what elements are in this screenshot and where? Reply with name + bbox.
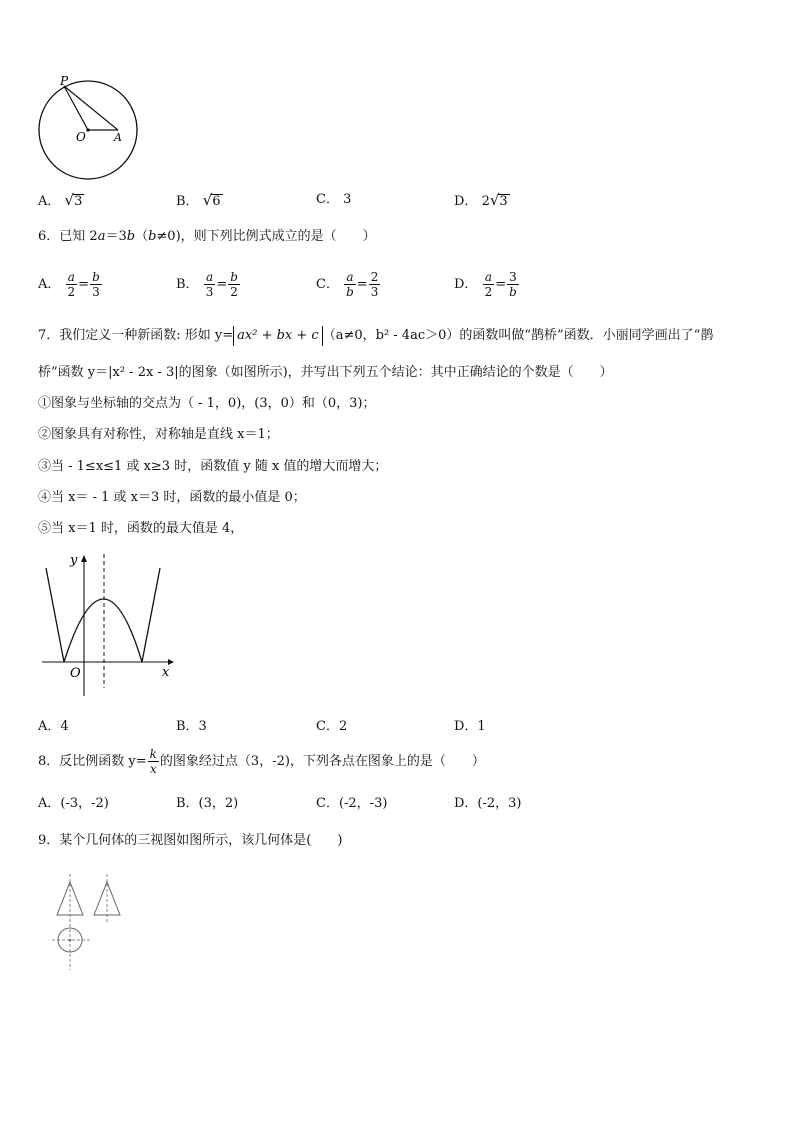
option-letter: A． (38, 194, 61, 209)
stem-text: ＝3 (105, 229, 127, 244)
stem-text: （ (135, 229, 149, 244)
absolute-value-expression: ax² + bx + c (233, 326, 323, 346)
x-axis-label: x (162, 665, 170, 680)
denominator: 3 (370, 285, 379, 299)
denominator: 3 (205, 285, 214, 299)
fraction (90, 270, 102, 299)
denominator: 2 (230, 285, 238, 299)
numerator: 2 (370, 270, 379, 284)
stem-text: ≠0)，则下列比例式成立的是（ ） (156, 229, 376, 244)
denominator: b (346, 285, 354, 299)
coefficient: 2 (481, 194, 490, 209)
stem-text: 的图象经过点（3，-2)，下列各点在图象上的是（ ） (159, 754, 485, 769)
option-value: 3 (343, 192, 352, 207)
denominator: b (509, 285, 517, 299)
stem-text: （a≠0，b² - 4ac＞0）的函数叫做“鹊桥”函数．小丽同学画出了“鹊 (322, 328, 714, 343)
q5-circle-figure (34, 74, 144, 184)
var-b: b (126, 229, 136, 244)
fraction (483, 270, 495, 299)
option-letter: A． (38, 277, 61, 292)
q8-option-a[interactable]: A．(-3，-2) (38, 796, 109, 811)
fraction (369, 270, 381, 299)
numerator: k (149, 747, 157, 761)
q7-statement-3: ③当 - 1≤x≤1 或 x≥3 时，函数值 y 随 x 值的增大而增大； (38, 459, 388, 474)
y-axis-label: y (70, 553, 78, 568)
option-letter: B． (176, 277, 199, 292)
fraction (66, 270, 78, 299)
radicand: 6 (212, 194, 221, 209)
stem-text: 6．已知 2 (38, 229, 98, 244)
denominator: x (149, 762, 157, 776)
numerator: a (205, 270, 214, 284)
q6-stem (38, 228, 376, 246)
stem-text: 7．我们定义一种新函数: 形如 y= (38, 328, 234, 343)
q8-stem (38, 742, 485, 782)
stem-text: 8．反比例函数 y= (38, 754, 147, 769)
point-o-label: O (76, 130, 86, 144)
point-p-label: P (60, 74, 69, 88)
var-a: a (97, 229, 106, 244)
option-letter: C． (316, 192, 339, 207)
q5-option-c[interactable] (316, 191, 351, 209)
q7-option-d[interactable]: D．1 (454, 719, 486, 734)
radicand: 3 (499, 194, 508, 209)
q8-option-c[interactable]: C．(-2，-3) (316, 796, 388, 811)
fraction (344, 270, 356, 299)
fraction (204, 270, 216, 299)
numerator: b (230, 270, 238, 284)
q7-option-b[interactable]: B．3 (176, 719, 207, 734)
q9-three-views-figure (44, 870, 134, 980)
q8-option-d[interactable]: D．(-2，3) (454, 796, 522, 811)
equals-sign: = (356, 277, 368, 292)
numerator: a (346, 270, 354, 284)
q8-option-b[interactable]: B．(3，2) (176, 796, 239, 811)
origin-label: O (70, 666, 81, 681)
option-letter: D． (454, 277, 478, 292)
q7-statement-1: ①图象与坐标轴的交点为（ - 1，0)，(3，0）和（0，3)； (38, 396, 376, 411)
q6-option-a[interactable] (38, 266, 103, 304)
equals-sign: = (78, 277, 90, 292)
sqrt-icon: √ (489, 191, 500, 209)
fraction (148, 747, 159, 776)
q5-option-a[interactable] (38, 191, 84, 211)
numerator: a (484, 270, 492, 284)
numerator: b (92, 270, 100, 284)
q6-option-b[interactable] (176, 266, 241, 304)
q7-statement-5: ⑤当 x＝1 时，函数的最大值是 4， (38, 521, 244, 536)
q7-function-graph (36, 548, 176, 700)
numerator: 3 (509, 270, 517, 284)
q7-stem-line1 (38, 326, 713, 346)
denominator: 2 (67, 285, 76, 299)
q6-option-d[interactable] (454, 266, 520, 304)
equals-sign: = (495, 277, 507, 292)
var-b: b (148, 229, 157, 244)
sqrt-icon: √ (202, 191, 213, 209)
q7-option-c[interactable]: C．2 (316, 719, 348, 734)
denominator: 3 (92, 285, 100, 299)
fraction (228, 270, 240, 299)
q7-option-a[interactable]: A．4 (38, 719, 69, 734)
q5-option-d[interactable] (454, 191, 510, 211)
equals-sign: = (216, 277, 228, 292)
fraction (507, 270, 519, 299)
sqrt-icon: √ (64, 191, 75, 209)
q7-statement-4: ④当 x＝ - 1 或 x＝3 时，函数的最小值是 0； (38, 490, 306, 505)
q5-option-b[interactable] (176, 191, 223, 211)
radicand: 3 (74, 194, 83, 209)
denominator: 2 (484, 285, 493, 299)
q7-stem-line2: 桥”函数 y＝|x² - 2x - 3|的图象（如图所示)，并写出下列五个结论：其中正确结论的个数是（ ） (38, 365, 613, 380)
q6-option-c[interactable] (316, 266, 381, 304)
option-letter: D． (454, 194, 478, 209)
q7-statement-2: ②图象具有对称性，对称轴是直线 x＝1； (38, 427, 279, 442)
option-letter: C． (316, 277, 339, 292)
q9-stem: 9．某个几何体的三视图如图所示，该几何体是( ) (38, 833, 343, 848)
point-a-label: A (114, 131, 122, 144)
numerator: a (67, 270, 75, 284)
option-letter: B． (176, 194, 199, 209)
